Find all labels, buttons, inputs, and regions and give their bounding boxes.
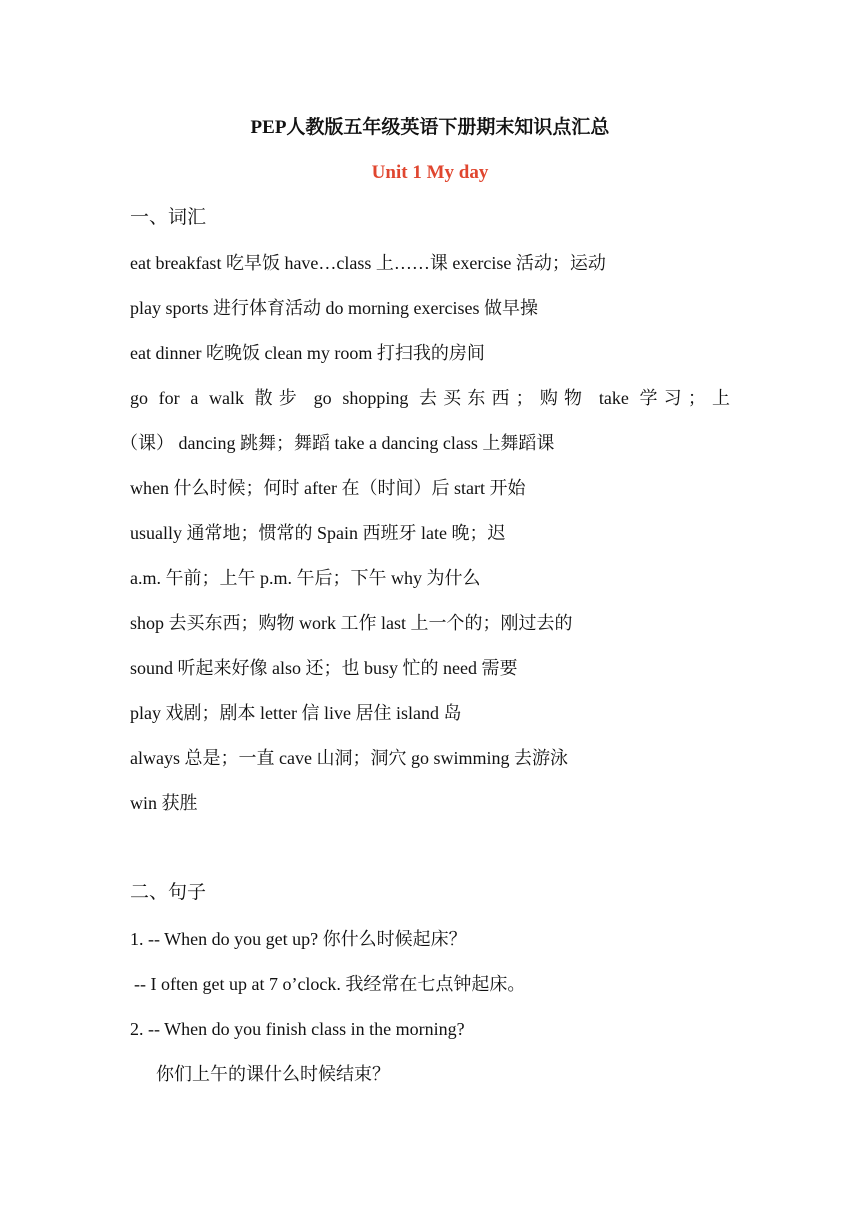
vocab-line: when 什么时候；何时 after 在（时间）后 start 开始 xyxy=(130,478,526,498)
sentence-line: 2. -- When do you finish class in the morning? xyxy=(130,1019,465,1039)
vocab-line: （课） dancing 跳舞；舞蹈 take a dancing class 上舞蹈课 xyxy=(120,433,555,453)
vocab-line: shop 去买东西；购物 work 工作 last 上一个的；刚过去的 xyxy=(130,613,573,633)
sentences-heading: 二、句子 xyxy=(130,882,207,903)
sentence-line: 你们上午的课什么时候结束？ xyxy=(156,1064,390,1084)
sentence-line: 1. -- When do you get up? 你什么时候起床？ xyxy=(130,929,467,949)
vocab-heading: 一、词汇 xyxy=(130,207,207,228)
vocab-line: usually 通常地；惯常的 Spain 西班牙 late 晚；迟 xyxy=(130,523,506,543)
vocab-line: a.m. 午前；上午 p.m. 午后；下午 why 为什么 xyxy=(130,568,481,588)
vocab-line: go for a walk 散步 go shopping 去买东西；购物 take 学习；上 xyxy=(130,388,730,408)
vocab-line: eat dinner 吃晚饭 clean my room 打扫我的房间 xyxy=(130,343,485,363)
unit-title: Unit 1 My day xyxy=(371,162,489,183)
vocab-line: play sports 进行体育活动 do morning exercises 做早操 xyxy=(130,298,538,318)
sentence-line: -- I often get up at 7 o’clock. 我经常在七点钟起床。 xyxy=(134,974,526,994)
document-title: PEP人教版五年级英语下册期末知识点汇总 xyxy=(250,117,610,138)
vocab-line: play 戏剧；剧本 letter 信 live 居住 island 岛 xyxy=(130,703,462,723)
vocab-line: sound 听起来好像 also 还；也 busy 忙的 need 需要 xyxy=(130,658,518,678)
vocab-line: win 获胜 xyxy=(130,793,198,813)
vocab-line: eat breakfast 吃早饭 have…class 上……课 exercise 活动；运动 xyxy=(130,253,606,273)
vocab-line: always 总是；一直 cave 山洞；洞穴 go swimming 去游泳 xyxy=(130,748,568,768)
